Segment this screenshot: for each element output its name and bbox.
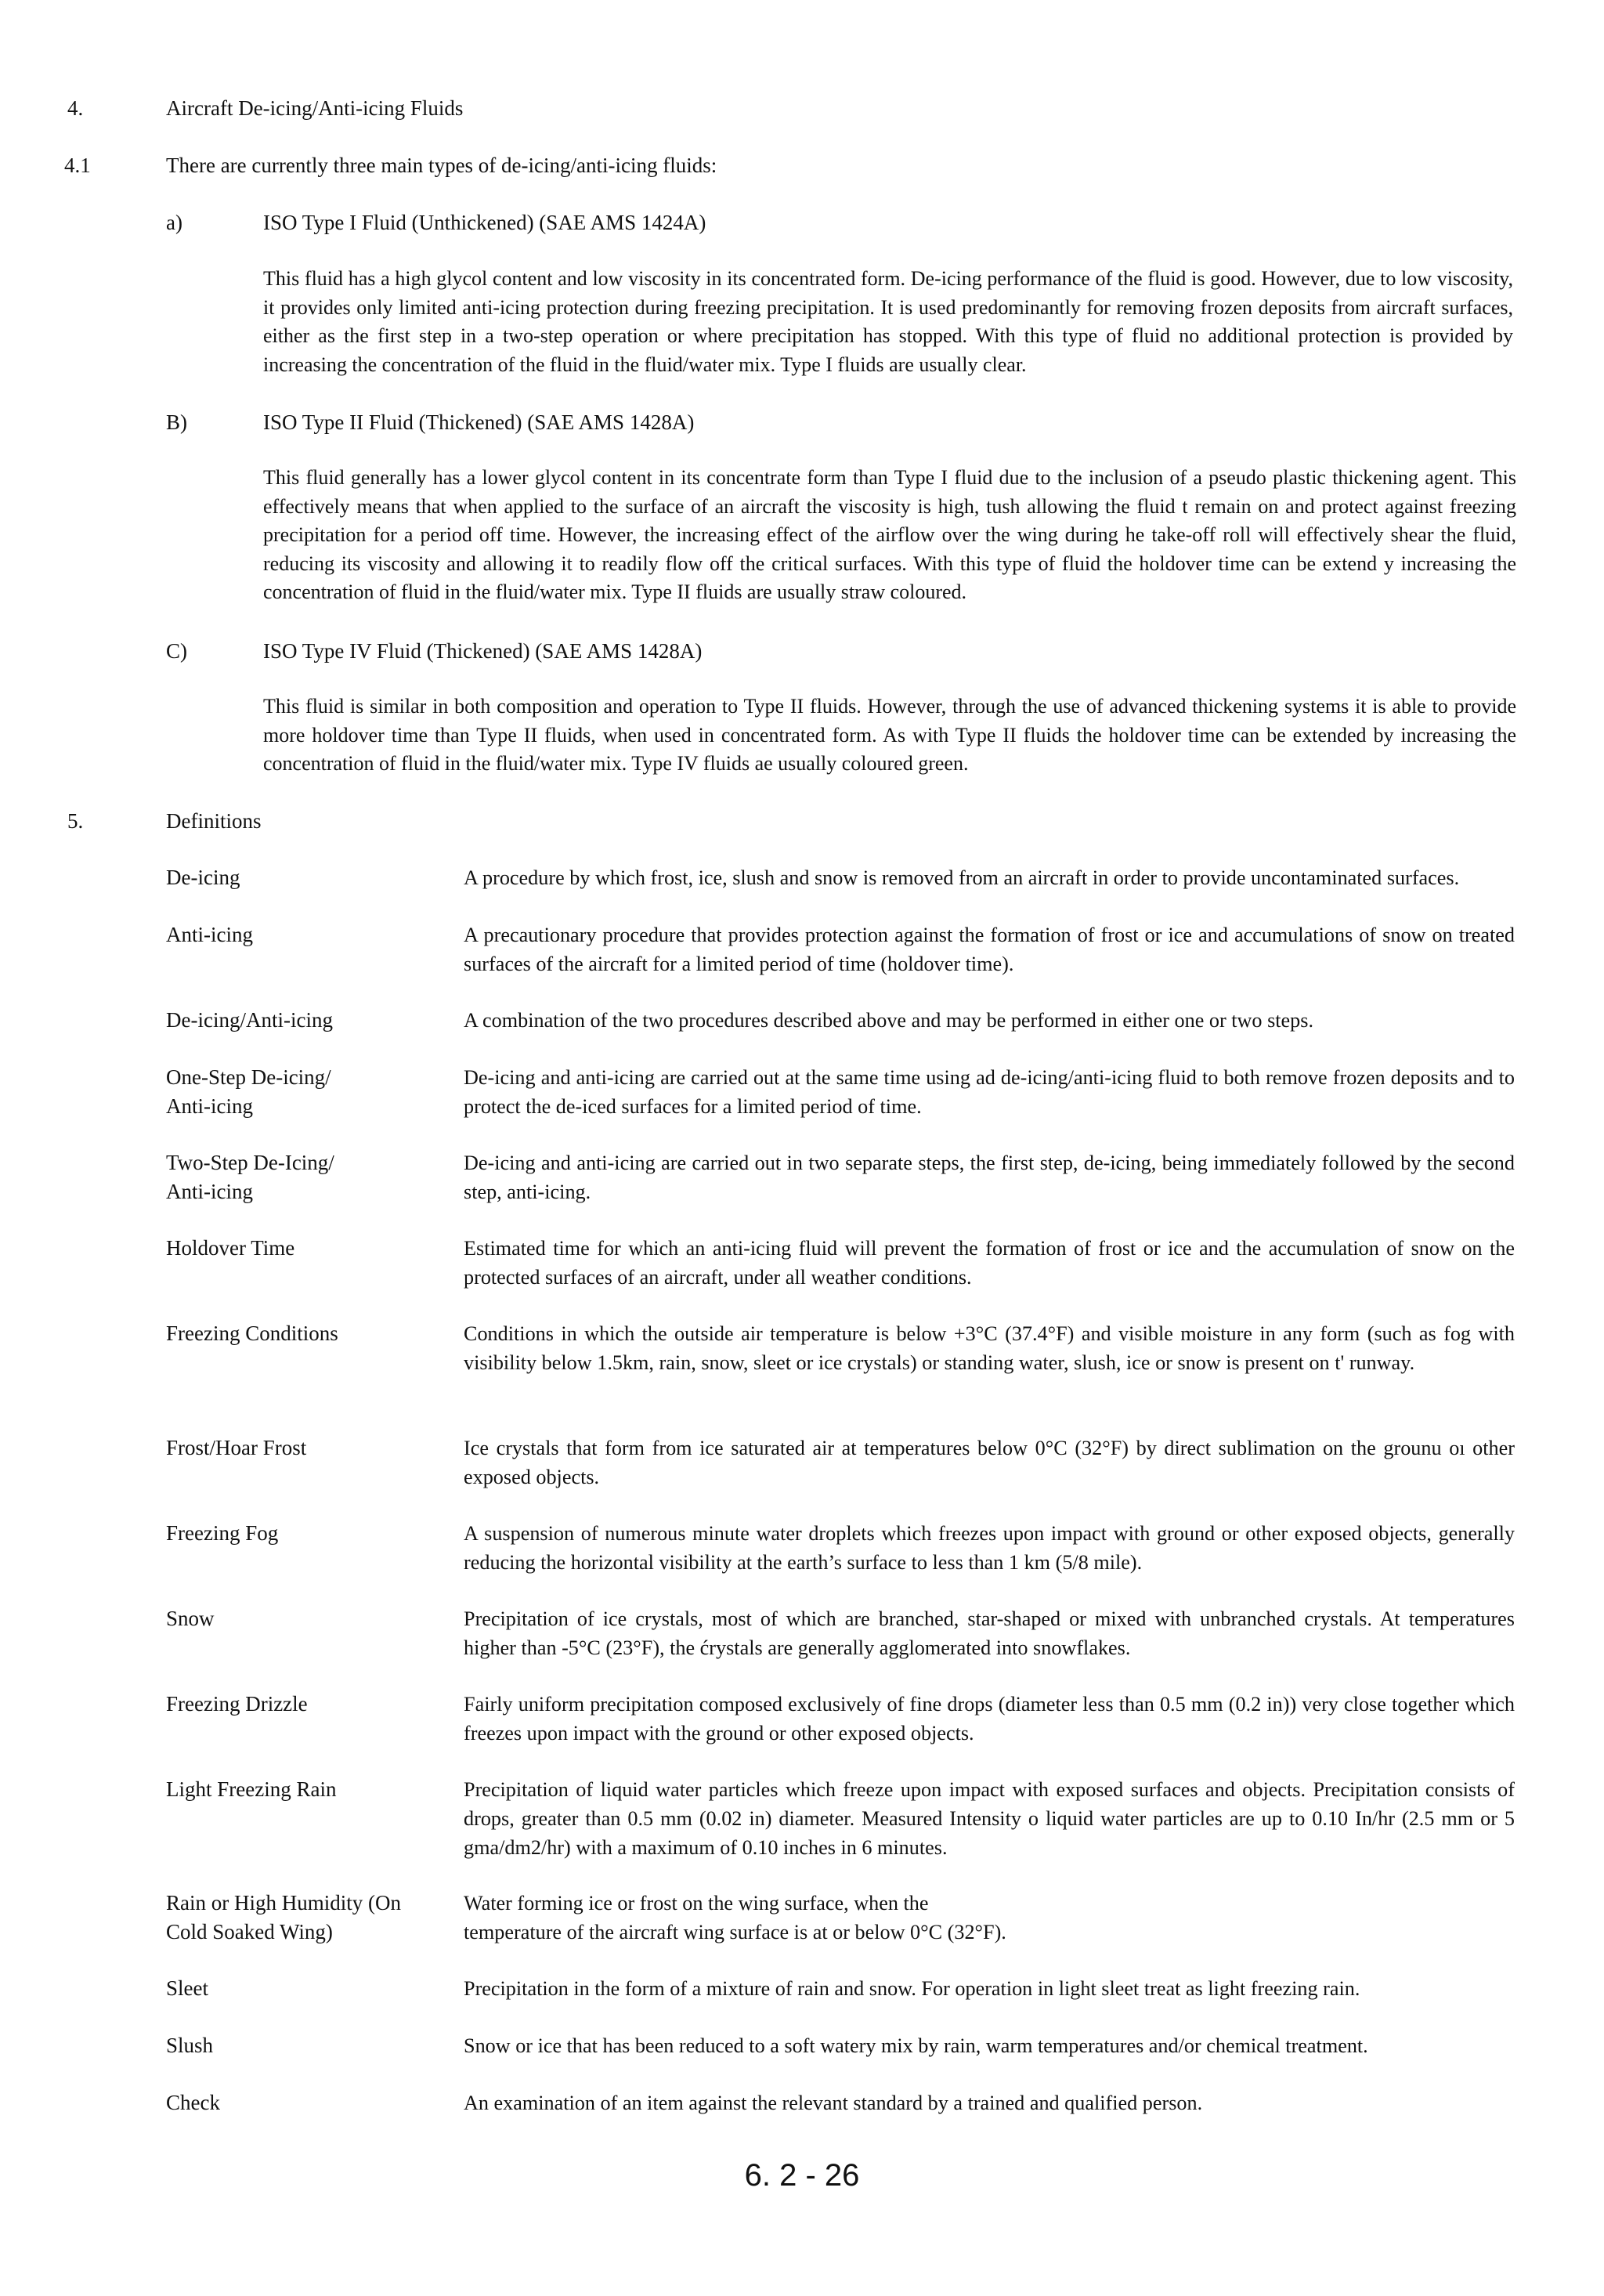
definition-text: Precipitation of liquid water particles which freeze upon impact with exposed surfaces and objects. Precipitation consists of drops, greater than 0.5 mm (0.02 in) diameter. Measured Intensity o liquid water particles are up to 0.10 In/hr (2.5 mm or 5 gma/dm2/hr) with a maximum of 0.10 inches in 6 minutes. — [464, 1778, 1515, 1859]
definition-text: An examination of an item against the relevant standard by a trained and qualified person. — [464, 2092, 1203, 2114]
fluid-a-marker: a) — [166, 211, 182, 234]
definition-text: A suspension of numerous minute water droplets which freezes upon impact with ground or other exposed objects, generally reducing the horizontal visibility at the earth’s surface to less than 1 km (5/8 mile). — [464, 1522, 1515, 1574]
definition-text: Snow or ice that has been reduced to a soft watery mix by rain, warm temperatures and/or chemical treatment. — [464, 2034, 1368, 2057]
fluid-b-heading: ISO Type II Fluid (Thickened) (SAE AMS 1428A) — [263, 410, 695, 434]
section-4-1-number: 4.1 — [64, 154, 91, 177]
definition-text: A procedure by which frost, ice, slush and snow is removed from an aircraft in order to provide uncontaminated surfaces. — [464, 866, 1460, 889]
page-number: 6. 2 - 26 — [744, 2158, 860, 2193]
fluid-c-body: This fluid is similar in both composition and operation to Type II fluids. However, through the use of advanced thickening systems it is able to provide more holdover time than Type II fluids, when used in concentrated form. As with Type II fluids the holdover time can be extended by increasing the concentration of fluid in the fluid/water mix. Type IV fluids ae usually coloured green. — [263, 695, 1516, 775]
definition-text: De-icing and anti-icing are carried out in two separate steps, the first step, de-icing, being immediately followed by the second step, anti-icing. — [464, 1152, 1515, 1203]
fluid-c-heading: ISO Type IV Fluid (Thickened) (SAE AMS 1428A) — [263, 639, 703, 663]
section-5-title: Definitions — [166, 809, 262, 833]
definition-text: Fairly uniform precipitation composed exclusively of fine drops (diameter less than 0.5 mm (0.2 in)) very close together which freezes upon impact with the ground or other exposed objects. — [464, 1693, 1515, 1745]
definition-term: Holdover Time — [166, 1236, 295, 1260]
section-4-number: 4. — [67, 96, 84, 120]
definition-term: De-icing/Anti-icing — [166, 1008, 333, 1032]
fluid-b-body: This fluid generally has a lower glycol content in its concentrate form than Type I fluid due to the inclusion of a pseudo plastic thickening agent. This effectively means that when applied to the surface of an aircraft the viscosity is high, tush allowing the fluid t remain on and protect against freezing precipitation for a period off time. However, the increasing effect of the airflow over the wing during he take-off roll will effectively shear the fluid, reducing its viscosity and allowing it to readily flow off the critical surfaces. With this type of fluid the holdover time can be extend y increasing the concentration of fluid in the fluid/water mix. Type II fluids are usually straw coloured. — [263, 466, 1516, 603]
definition-term: Frost/Hoar Frost — [166, 1436, 307, 1459]
definition-term: One-Step De-icing/ Anti-icing — [166, 1065, 331, 1118]
definition-text: Ice crystals that form from ice saturated air at temperatures below 0°C (32°F) by direct sublimation on the grounu oı other exposed objects. — [464, 1437, 1515, 1488]
definition-term: Anti-icing — [166, 923, 253, 946]
definition-term: Freezing Conditions — [166, 1322, 338, 1345]
definition-term: Slush — [166, 2034, 214, 2057]
section-4-1-text: There are currently three main types of de-icing/anti-icing fluids: — [166, 154, 717, 177]
definition-term: Freezing Drizzle — [166, 1692, 308, 1716]
section-4-title: Aircraft De-icing/Anti-icing Fluids — [166, 96, 464, 120]
definition-text: Estimated time for which an anti-icing fluid will prevent the formation of frost or ice and the accumulation of snow on the protected surfaces of an aircraft, under all weather conditions. — [464, 1237, 1515, 1289]
fluid-a-body: This fluid has a high glycol content and low viscosity in its concentrated form. De-icing performance of the fluid is good. However, due to low viscosity, it provides only limited anti-icing protection during freezing precipitation. It is used predominantly for removing frozen deposits from aircraft surfaces, either as the first step in a two-step operation or where precipitation has stopped. With this type of fluid no additional protection is provided by increasing the concentration of the fluid in the fluid/water mix. Type I fluids are usually clear. — [263, 267, 1513, 376]
fluid-c-marker: C) — [166, 639, 187, 663]
definition-text: A combination of the two procedures described above and may be performed in either one or two steps. — [464, 1009, 1313, 1032]
definition-term: De-icing — [166, 866, 240, 889]
definition-term: Rain or High Humidity (On Cold Soaked Wing) — [166, 1891, 401, 1943]
definition-term: Snow — [166, 1607, 215, 1630]
definition-text: Water forming ice or frost on the wing surface, when the temperature of the aircraft wing surface is at or below 0°C (32°F). — [464, 1892, 1006, 1943]
definition-text: Conditions in which the outside air temperature is below +3°C (37.4°F) and visible moisture in any form (such as fog with visibility below 1.5km, rain, snow, sleet or ice crystals) or standing water, slush, ice or snow is present on t' runway. — [464, 1322, 1515, 1374]
definition-term: Sleet — [166, 1976, 208, 2000]
definition-text: A precautionary procedure that provides protection against the formation of frost or ice and accumulations of snow on treated surfaces of the aircraft for a limited period of time (holdover time). — [464, 924, 1515, 975]
definition-term: Light Freezing Rain — [166, 1777, 337, 1801]
definition-term: Two-Step De-Icing/ Anti-icing — [166, 1151, 334, 1203]
section-5-number: 5. — [67, 809, 84, 833]
definition-text: Precipitation of ice crystals, most of which are branched, star-shaped or mixed with unbranched crystals. At temperatures higher than -5°C (23°F), the ćrystals are generally agglomerated into snowflakes. — [464, 1607, 1515, 1659]
definition-term: Freezing Fog — [166, 1521, 279, 1545]
fluid-b-marker: B) — [166, 410, 187, 434]
definition-text: De-icing and anti-icing are carried out at the same time using ad de-icing/anti-icing fluid to both remove frozen deposits and to protect the de-iced surfaces for a limited period of time. — [464, 1066, 1515, 1118]
definition-text: Precipitation in the form of a mixture of rain and snow. For operation in light sleet treat as light freezing rain. — [464, 1977, 1360, 2000]
fluid-a-heading: ISO Type I Fluid (Unthickened) (SAE AMS 1424A) — [263, 211, 706, 234]
definition-term: Check — [166, 2091, 220, 2114]
